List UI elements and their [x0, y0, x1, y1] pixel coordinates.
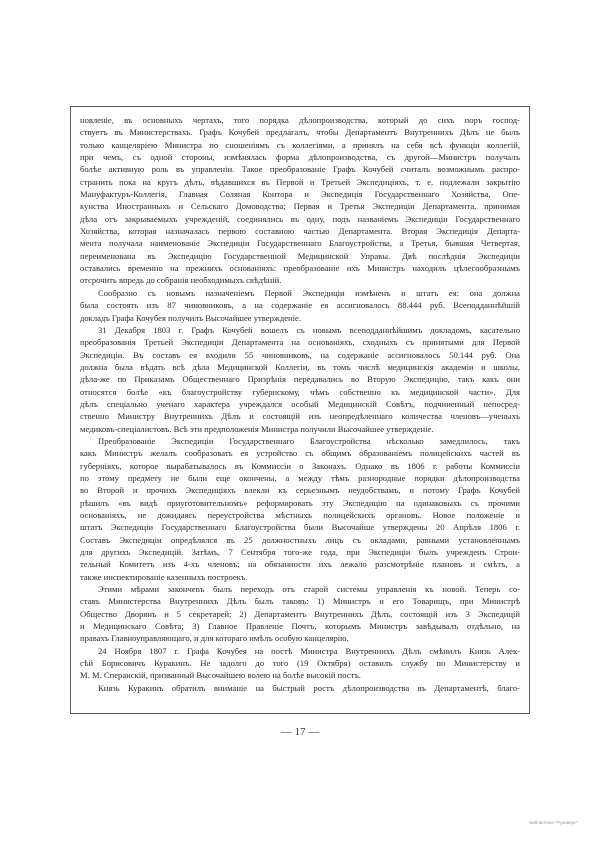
- text-line: новленіе, въ основныхъ чертахъ, того порядка дѣлопроизводства, который до сихъ поръ господ-: [80, 115, 520, 125]
- text-line: болѣе активную роль въ управленіи. Такое преобразованіе Графъ Кочубей считалъ возможнымъ распро-: [80, 164, 520, 175]
- text-line: М. М. Сперанскій, призванный Высочайшею волею на болѣе высокій постъ.: [80, 670, 361, 681]
- text-line: правахъ Главноуправляющаго, и для котораго имѣлъ особую канцелярію.: [80, 633, 349, 644]
- text-line: докладъ Графа Кочубея получилъ Высочайшее утвержденіе.: [80, 312, 301, 323]
- text-line: Хозяйства, которая назначалась первою составною частью Департамента. Вторая Экспедиція Департа-: [80, 226, 520, 237]
- text-line: кунства Иностранныхъ и Сельскаго Домоводства; Первая и Третья Экспедиціи Департамента, принимая: [80, 201, 520, 212]
- text-line: была состоять изъ 87 чиновниковъ, а на содержаніе ея ассигновалось 88.444 руб. Всеподданнѣйшій: [80, 300, 520, 311]
- text-line: Экспедиціи. Въ составъ ея входили 55 чиновниковъ, на содержаніе ассигновалось 50.144 руб. Она: [80, 349, 520, 360]
- text-line: Князь Куракинъ обратилъ вниманіе на быстрый ростъ дѣлопроизводства въ Департаментѣ, благо-: [98, 682, 520, 693]
- text-line: сѣй Борисовичъ Куракинъ. Не задолго до того (19 Октября) оставилъ службу по Министерству и: [80, 658, 520, 669]
- text-line: мента получала наименованіе Экспедиціи Государственнаго Благоустройства, а Третья, бывшая Четвертая,: [80, 238, 520, 249]
- text-line: какъ Министръ желалъ сообразовать ея устройство съ общимъ образованіемъ полицейскихъ частей въ: [80, 448, 520, 459]
- text-line: преобразованія Третьей Экспедиціи Департамента на основаніяхъ, сходныхъ съ принятыми для Первой: [80, 337, 520, 348]
- text-line: Составъ Экспедиціи опредѣлялся въ 25 должностныхъ лицъ съ окладами, равными установленнымъ: [80, 534, 520, 545]
- text-line: основаніяхъ, не дожидаясь переустройства мѣстныхъ полицейскихъ органовъ. Новое положеніе и: [80, 510, 520, 520]
- text-line: должна была вѣдать всѣ дѣла Медицинской Коллегіи, въ томъ числѣ медицинскія академіи и школы,: [80, 361, 520, 372]
- text-line: отсрочить впредь до собранія необходимыхъ свѣдѣній.: [80, 275, 282, 286]
- text-line: медиковъ-спеціалистовъ. Всѣ эти предположенія Министра получили Высочайшее утвержденіе.: [80, 423, 434, 434]
- text-line: дѣла отъ закрываемыхъ учрежденій, соединялись въ одну, подъ названіемъ Экспедиціи Государственнаго: [80, 213, 520, 224]
- text-line: только канцеляріею Министра по сношеніямъ съ коллегіями, а принялъ на себя всѣ функціи коллегій,: [80, 139, 520, 150]
- text-line: также инспектированіе казенныхъ построекъ.: [80, 571, 248, 582]
- text-line: губерніяхъ, которое вырабатывалось въ Коммиссіи о Законахъ. Однако въ 1806 г. работы Коммиссіи: [80, 460, 520, 471]
- text-line: ственно Министру Внутреннихъ Дѣлъ и состоящій изъ неопредѣленнаго количества членовъ—ученыхъ: [80, 411, 520, 422]
- text-line: по этому предмету не были еще окончены, а между тѣмъ разнородные порядки дѣлопроизводства: [80, 472, 520, 483]
- text-line: 31 Декабря 1803 г. Графъ Кочубей вошелъ съ новымъ всеподданнѣйшимъ докладомъ, касательно: [98, 324, 520, 335]
- text-line: рѣшилъ «въ видѣ приуготовительномъ» реформировать эту Экспедицію на одинаковыхъ съ прочими: [80, 497, 520, 508]
- text-line: штатъ Экспедиціи Государственнаго Благоустройства были Высочайше утверждены 20 Апрѣля 1806 г.: [80, 522, 520, 533]
- text-line: дѣла-же по Приказамъ Общественнаго Призрѣнія передавались во Вторую Экспедицію, такъ какъ они: [80, 374, 520, 385]
- text-line: Преобразованіе Экспедиціи Государственнаго Благоустройства нѣсколько замедлилось, такъ: [98, 435, 520, 446]
- text-line: во Второй и прочихъ Экспедиціяхъ влекли къ серьезнымъ неудобствамъ, и потому Графъ Кочубей: [80, 485, 520, 496]
- library-watermark: Библиотека "Руниверс": [529, 820, 578, 825]
- text-line: ставъ Министерства Внутреннихъ Дѣлъ былъ таковъ: 1) Министръ и его Товарищъ, при Министрѣ: [80, 596, 520, 607]
- text-line: тельный Комитетъ изъ 4-хъ членовъ; на обязанности ихъ лежало разсмотрѣніе плановъ и смѣтъ, а: [80, 559, 520, 570]
- text-line: Мануфактуръ-Коллегія, Главная Соляная Контора и Экспедиція Государственнаго Хозяйства, Опе-: [80, 189, 520, 200]
- text-line: при чемъ, съ одной стороны, измѣнялась форма дѣлопроизводства, съ другой—Министръ получалъ: [80, 152, 520, 163]
- text-line: Этими мѣрами закончenъ былъ переходъ отъ старой системы управленія къ новой. Теперь со-: [98, 584, 520, 595]
- text-line: дѣлъ спеціально ученаго характера учреждался особый Медицинскій Совѣтъ, подчиненный непосред-: [80, 398, 520, 409]
- text-line: относятся болѣе «къ благоустройству губернскому, чѣмъ собственно къ медицинской части». Для: [80, 386, 520, 397]
- text-line: оставались временно на прежнихъ основаніяхъ: преобразованіе ихъ Министръ находилъ цѣлесообразнымъ: [80, 263, 520, 274]
- text-line: ствуетъ въ Министерствахъ. Графъ Кочубей предлагалъ, чтобы Департаментъ Внутреннихъ Дѣлъ не былъ: [80, 127, 520, 138]
- text-line: Сообразно съ новымъ назначеніемъ Первой Экспедиціи измѣненъ и штатъ ея: она должна: [98, 287, 520, 298]
- text-line: для другихъ Экспедицій. Затѣмъ, 7 Сентября того-же года, при Экспедиціи былъ учрежденъ Строи-: [80, 547, 520, 558]
- body-text: [80, 114, 520, 694]
- text-line: переименована въ Экспедицію Государственной Медицинской Управы. Двѣ послѣднія Экспедиціи: [80, 250, 520, 261]
- text-line: 24 Ноября 1807 г. Графа Кочубея на постѣ Министра Внутреннихъ Дѣлъ смѣнилъ Князь Алек-: [98, 645, 520, 656]
- text-line: Общество Дворянъ и 5 секретарей; 2) Департаментъ Внутреннихъ Дѣлъ, состоящій изъ 3 Экспедицій: [80, 608, 520, 619]
- text-line: странить пока на кругъ дѣлъ, вѣдавшихся въ Первой и Третьей Экспедиціяхъ, т. е. подлежали закрытію: [80, 176, 520, 187]
- page-number: — 17 —: [280, 726, 320, 738]
- text-line: и Медицинскаго Совѣта; 3) Главное Правленіе Почтъ, которымъ Министръ завѣдывалъ отдѣльно, на: [80, 621, 520, 632]
